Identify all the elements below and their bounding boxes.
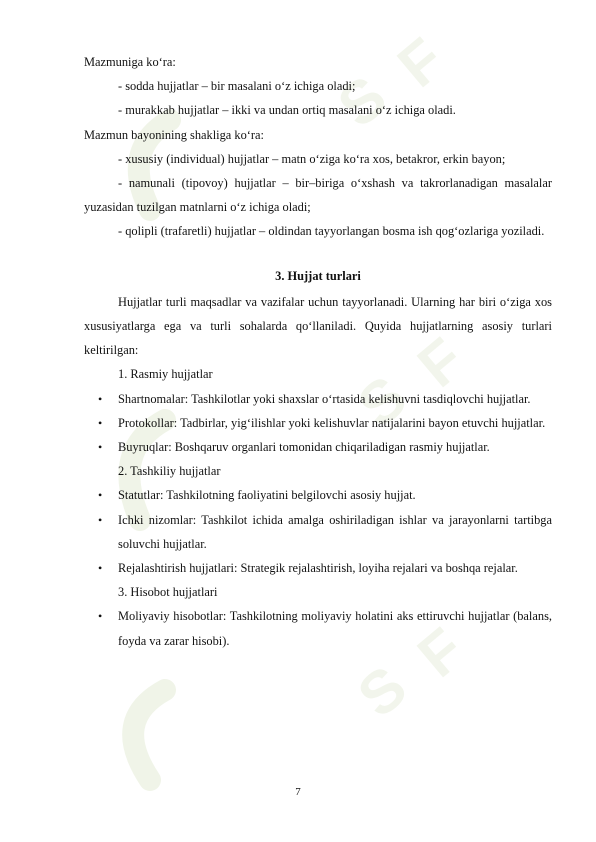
- list-item: • Statutlar: Tashkilotning faoliyatini belgilovchi asosiy hujjat.: [84, 483, 552, 507]
- text-line: Mazmuniga ko‘ra:: [84, 55, 176, 69]
- list-item: • Buyruqlar: Boshqaruv organlari tomonidan chiqariladigan rasmiy hujjatlar.: [84, 435, 552, 459]
- list-item: • Rejalashtirish hujjatlari: Strategik rejalashtirish, loyiha rejalari va boshqa rejalar.: [84, 556, 552, 580]
- bullet-icon: •: [98, 512, 103, 527]
- svg-text:S: S: [345, 652, 420, 730]
- bullet-list: [84, 483, 552, 580]
- bullet-list: [84, 604, 552, 652]
- text-paragraph: - xususiy (individual) hujjatlar – matn o‘ziga ko‘ra xos, betakror, erkin bayon;: [118, 151, 506, 166]
- text-line: - murakkab hujjatlar – ikki va undan ortiq masalani o‘z ichiga oladi.: [118, 103, 456, 118]
- list-item: • Ichki nizomlar: Tashkilot ichida amalga oshiriladigan ishlar va jarayonlarni tartibga soluvchi hujjatlar.: [84, 508, 552, 556]
- page-content: [84, 50, 552, 653]
- text-line: Mazmun bayonining shakliga ko‘ra:: [84, 127, 264, 142]
- bullet-icon: •: [98, 440, 103, 455]
- bullet-icon: •: [98, 415, 103, 430]
- bullet-icon: •: [98, 488, 103, 503]
- group-title: 1. Rasmiy hujjatlar: [118, 367, 213, 382]
- group-title: 3. Hisobot hujjatlari: [118, 585, 218, 600]
- svg-text:F: F: [405, 325, 477, 400]
- svg-text:S: S: [345, 362, 420, 440]
- list-item: • Shartnomalar: Tashkilotlar yoki shaxslar o‘rtasida kelishuvni tasdiqlovchi hujjatlar.: [84, 387, 552, 411]
- group-title: 2. Tashkiliy hujjatlar: [118, 464, 221, 479]
- text-line: - sodda hujjatlar – bir masalani o‘z ichiga oladi;: [118, 79, 356, 94]
- section-intro: Hujjatlar turli maqsadlar va vazifalar uchun tayyorlanadi. Ularning har biri o‘ziga xos xususiyatlarga ega va turli sohalarda qo‘llaniladi. Quyida hujjatlarning asosiy turlari keltirilgan:: [84, 294, 552, 358]
- bullet-icon: •: [98, 391, 103, 406]
- bullet-icon: •: [98, 609, 103, 624]
- text-paragraph: - namunali (tipovoy) hujjatlar – bir–biriga o‘xshash va takrorlanadigan masalalar yuzasidan tuzilgan matnlarni o‘z ichiga oladi;: [84, 176, 552, 215]
- list-item: • Moliyaviy hisobotlar: Tashkilotning moliyaviy holatini aks ettiruvchi hujjatlar (balans, foyda va zarar hisobi).: [84, 604, 552, 652]
- svg-text:S: S: [325, 62, 400, 140]
- section-heading: 3. Hujjat turlari: [275, 268, 361, 283]
- page-number: 7: [295, 786, 301, 798]
- bullet-icon: •: [98, 561, 103, 576]
- svg-text:F: F: [405, 615, 477, 690]
- svg-text:F: F: [385, 25, 457, 100]
- text-paragraph: - qolipli (trafaretli) hujjatlar – oldindan tayyorlangan bosma ish qog‘ozlariga yoziladi.: [118, 224, 545, 239]
- bullet-list: [84, 387, 552, 460]
- list-item: • Protokollar: Tadbirlar, yig‘ilishlar yoki kelishuvlar natijalarini bayon etuvchi hujjatlar.: [84, 411, 552, 435]
